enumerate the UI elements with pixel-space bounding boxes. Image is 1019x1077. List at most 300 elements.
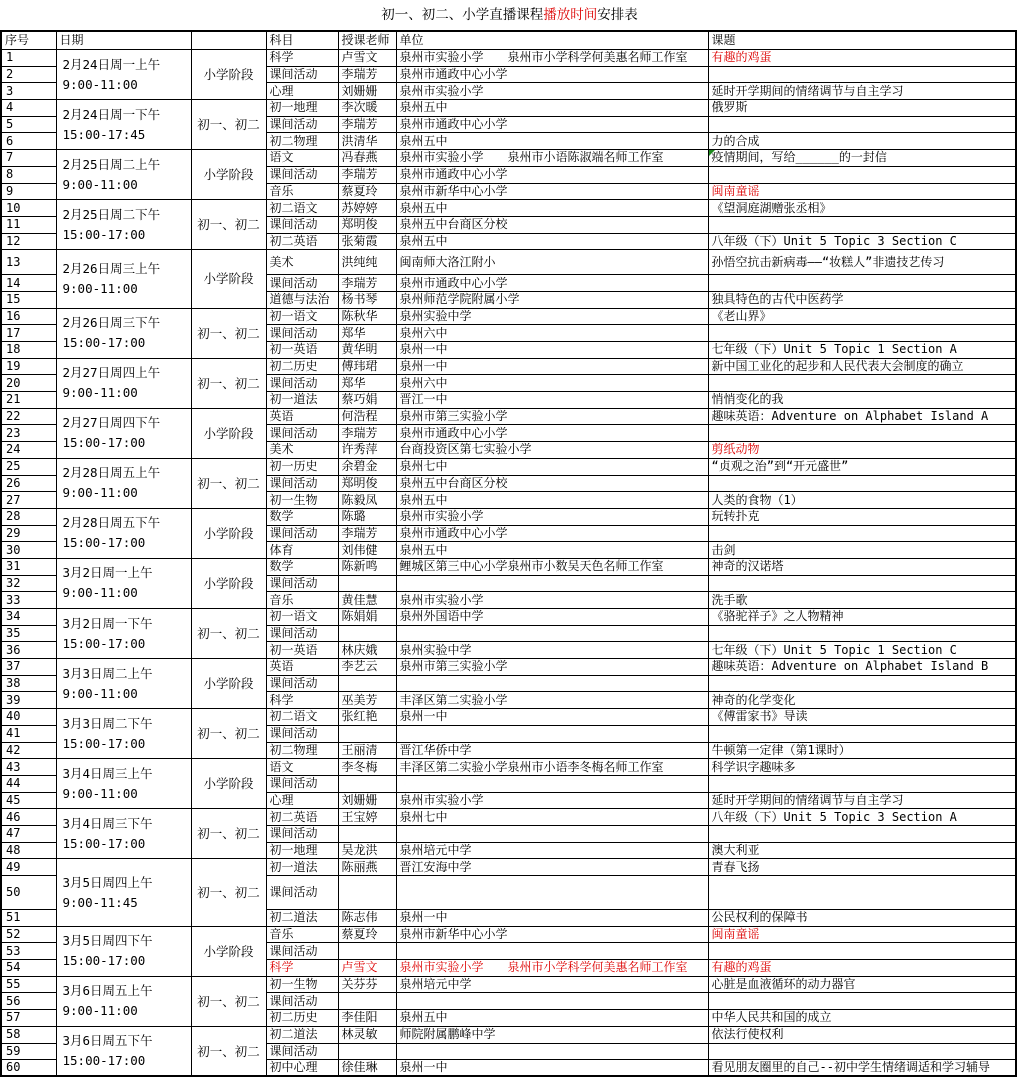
date-text: 2月27日周四上午 xyxy=(62,365,161,381)
row-no-cell: 43 xyxy=(1,759,56,776)
teacher-cell: 李瑞芳 xyxy=(338,66,396,83)
teacher-cell: 刘伟健 xyxy=(338,542,396,559)
time-text: 15:00-17:00 xyxy=(62,435,146,451)
row-no-cell: 50 xyxy=(1,876,56,910)
subject-cell: 课间活动 xyxy=(266,625,338,642)
date-cell xyxy=(56,358,191,408)
unit-cell: 泉州师范学院附属小学 xyxy=(396,291,708,308)
table-row xyxy=(1,150,1016,167)
date-text: 3月6日周五上午 xyxy=(62,983,153,999)
subject-cell: 数学 xyxy=(266,508,338,525)
subject-cell: 课间活动 xyxy=(266,525,338,542)
stage-cell: 初一、初二 xyxy=(191,809,266,859)
subject-cell: 课间活动 xyxy=(266,1043,338,1060)
unit-cell: 泉州市实验小学 泉州市小语陈淑端名师工作室 xyxy=(396,150,708,167)
topic-cell xyxy=(708,943,1016,960)
subject-cell: 英语 xyxy=(266,659,338,676)
teacher-cell: 李佳阳 xyxy=(338,1010,396,1027)
stage-cell: 初一、初二 xyxy=(191,358,266,408)
date-cell xyxy=(56,250,191,308)
teacher-cell xyxy=(338,625,396,642)
subject-cell: 初一道法 xyxy=(266,392,338,409)
subject-cell: 科学 xyxy=(266,50,338,67)
unit-cell xyxy=(396,725,708,742)
time-text: 9:00-11:00 xyxy=(62,385,138,401)
row-no-cell: 49 xyxy=(1,859,56,876)
topic-cell: 科学识字趣味多 xyxy=(708,759,1016,776)
table-row xyxy=(1,458,1016,475)
unit-cell: 丰泽区第二实验小学 xyxy=(396,692,708,709)
subject-cell: 课间活动 xyxy=(266,116,338,133)
teacher-cell xyxy=(338,993,396,1010)
topic-cell xyxy=(708,825,1016,842)
date-text: 3月5日周四上午 xyxy=(62,874,153,890)
date-cell xyxy=(56,859,191,926)
topic-cell xyxy=(708,675,1016,692)
subject-cell: 初一语文 xyxy=(266,609,338,626)
subject-cell: 初二物理 xyxy=(266,133,338,150)
unit-cell: 泉州市通政中心小学 xyxy=(396,275,708,292)
teacher-cell xyxy=(338,675,396,692)
topic-cell xyxy=(708,375,1016,392)
row-no-cell: 54 xyxy=(1,960,56,977)
teacher-cell: 李瑞芳 xyxy=(338,525,396,542)
subject-cell: 美术 xyxy=(266,442,338,459)
stage-cell: 初一、初二 xyxy=(191,709,266,759)
green-corner-marker-icon xyxy=(709,150,715,156)
date-cell xyxy=(56,508,191,558)
table-row xyxy=(1,709,1016,726)
teacher-cell: 王丽清 xyxy=(338,742,396,759)
row-no-cell: 58 xyxy=(1,1026,56,1043)
teacher-cell: 吴龙洪 xyxy=(338,842,396,859)
subject-cell: 课间活动 xyxy=(266,475,338,492)
topic-cell xyxy=(708,475,1016,492)
topic-cell: 有趣的鸡蛋 xyxy=(708,50,1016,67)
teacher-cell: 林庆娥 xyxy=(338,642,396,659)
teacher-cell: 李瑞芳 xyxy=(338,166,396,183)
row-no-cell: 6 xyxy=(1,133,56,150)
teacher-cell: 李瑞芳 xyxy=(338,275,396,292)
schedule-table xyxy=(0,30,1017,1077)
unit-cell xyxy=(396,775,708,792)
topic-cell: 悄悄变化的我 xyxy=(708,392,1016,409)
date-text: 3月3日周二上午 xyxy=(62,665,153,681)
date-text: 2月26日周三上午 xyxy=(62,260,161,276)
teacher-cell xyxy=(338,825,396,842)
header-unit: 单位 xyxy=(396,31,708,50)
subject-cell: 音乐 xyxy=(266,926,338,943)
unit-cell: 泉州一中 xyxy=(396,910,708,927)
header-subject: 科目 xyxy=(266,31,338,50)
subject-cell: 课间活动 xyxy=(266,375,338,392)
stage-cell: 初一、初二 xyxy=(191,976,266,1026)
unit-cell xyxy=(396,943,708,960)
subject-cell: 课间活动 xyxy=(266,425,338,442)
unit-cell: 泉州市实验小学 xyxy=(396,792,708,809)
unit-cell: 泉州市实验小学 xyxy=(396,83,708,100)
teacher-cell: 陈志伟 xyxy=(338,910,396,927)
table-row xyxy=(1,558,1016,575)
table-row xyxy=(1,809,1016,826)
teacher-cell: 王宝婷 xyxy=(338,809,396,826)
subject-cell: 初一语文 xyxy=(266,308,338,325)
topic-cell: 延时开学期间的情绪调节与自主学习 xyxy=(708,792,1016,809)
teacher-cell: 郑华 xyxy=(338,375,396,392)
teacher-cell: 张菊霞 xyxy=(338,233,396,250)
topic-cell: 看见朋友圈里的自己--初中学生情绪调适和学习辅导 xyxy=(708,1060,1016,1077)
date-cell xyxy=(56,709,191,759)
subject-cell: 课间活动 xyxy=(266,943,338,960)
stage-cell: 小学阶段 xyxy=(191,150,266,200)
unit-cell: 泉州五中台商区分校 xyxy=(396,475,708,492)
row-no-cell: 17 xyxy=(1,325,56,342)
topic-cell: 玩转扑克 xyxy=(708,508,1016,525)
table-row xyxy=(1,926,1016,943)
topic-cell xyxy=(708,575,1016,592)
date-cell xyxy=(56,150,191,200)
topic-cell: 新中国工业化的起步和人民代表大会制度的确立 xyxy=(708,358,1016,375)
row-no-cell: 23 xyxy=(1,425,56,442)
row-no-cell: 7 xyxy=(1,150,56,167)
teacher-cell: 洪纯纯 xyxy=(338,250,396,275)
stage-cell: 小学阶段 xyxy=(191,250,266,308)
topic-cell: 疫情期间，写给______的一封信 xyxy=(708,150,1016,167)
row-no-cell: 59 xyxy=(1,1043,56,1060)
row-no-cell: 15 xyxy=(1,291,56,308)
teacher-cell: 苏婷婷 xyxy=(338,200,396,217)
teacher-cell: 张红艳 xyxy=(338,709,396,726)
date-text: 2月28日周五上午 xyxy=(62,465,161,481)
row-no-cell: 29 xyxy=(1,525,56,542)
unit-cell: 师院附属鹏峰中学 xyxy=(396,1026,708,1043)
unit-cell: 晋江一中 xyxy=(396,392,708,409)
teacher-cell xyxy=(338,725,396,742)
topic-cell: 七年级（下）Unit 5 Topic 1 Section C xyxy=(708,642,1016,659)
topic-cell xyxy=(708,525,1016,542)
row-no-cell: 37 xyxy=(1,659,56,676)
row-no-cell: 24 xyxy=(1,442,56,459)
subject-cell: 课间活动 xyxy=(266,675,338,692)
topic-cell: 孙悟空抗击新病毒——“妆糕人”非遗技艺传习 xyxy=(708,250,1016,275)
subject-cell: 数学 xyxy=(266,558,338,575)
teacher-cell: 卢雪文 xyxy=(338,960,396,977)
teacher-cell: 蔡巧娟 xyxy=(338,392,396,409)
topic-cell: 神奇的汉诺塔 xyxy=(708,558,1016,575)
row-no-cell: 44 xyxy=(1,775,56,792)
time-text: 15:00-17:00 xyxy=(62,1053,146,1069)
topic-cell: 独具特色的古代中医药学 xyxy=(708,291,1016,308)
subject-cell: 初二历史 xyxy=(266,358,338,375)
date-cell xyxy=(56,308,191,358)
row-no-cell: 34 xyxy=(1,609,56,626)
time-text: 15:00-17:00 xyxy=(62,735,146,751)
topic-cell: 神奇的化学变化 xyxy=(708,692,1016,709)
row-no-cell: 9 xyxy=(1,183,56,200)
row-no-cell: 42 xyxy=(1,742,56,759)
unit-cell: 泉州市通政中心小学 xyxy=(396,425,708,442)
row-no-cell: 25 xyxy=(1,458,56,475)
subject-cell: 初二英语 xyxy=(266,809,338,826)
unit-cell: 台商投资区第七实验小学 xyxy=(396,442,708,459)
subject-cell: 初一历史 xyxy=(266,458,338,475)
topic-cell: 闽南童谣 xyxy=(708,926,1016,943)
date-text: 2月28日周五下午 xyxy=(62,515,161,531)
unit-cell: 泉州六中 xyxy=(396,375,708,392)
unit-cell: 泉州五中 xyxy=(396,542,708,559)
teacher-cell: 洪清华 xyxy=(338,133,396,150)
date-text: 2月27日周四下午 xyxy=(62,415,161,431)
subject-cell: 课间活动 xyxy=(266,775,338,792)
topic-cell: 《望洞庭湖赠张丞相》 xyxy=(708,200,1016,217)
time-text: 9:00-11:00 xyxy=(62,485,138,501)
unit-cell: 泉州市通政中心小学 xyxy=(396,166,708,183)
unit-cell: 泉州市新华中心小学 xyxy=(396,926,708,943)
time-text: 9:00-11:00 xyxy=(62,280,138,296)
schedule-table-body xyxy=(1,50,1016,1077)
date-text: 2月26日周三下午 xyxy=(62,315,161,331)
teacher-cell: 李艺云 xyxy=(338,659,396,676)
subject-cell: 初二道法 xyxy=(266,910,338,927)
stage-cell: 小学阶段 xyxy=(191,926,266,976)
date-cell xyxy=(56,809,191,859)
row-no-cell: 11 xyxy=(1,216,56,233)
table-row xyxy=(1,976,1016,993)
teacher-cell: 蔡夏玲 xyxy=(338,926,396,943)
stage-cell: 小学阶段 xyxy=(191,759,266,809)
stage-cell: 初一、初二 xyxy=(191,859,266,926)
row-no-cell: 52 xyxy=(1,926,56,943)
unit-cell: 泉州七中 xyxy=(396,458,708,475)
date-cell xyxy=(56,200,191,250)
time-text: 9:00-11:00 xyxy=(62,585,138,601)
teacher-cell: 陈娟娟 xyxy=(338,609,396,626)
subject-cell: 心理 xyxy=(266,83,338,100)
subject-cell: 课间活动 xyxy=(266,166,338,183)
subject-cell: 初一地理 xyxy=(266,842,338,859)
subject-cell: 课间活动 xyxy=(266,825,338,842)
header-teacher: 授课老师 xyxy=(338,31,396,50)
date-text: 2月25日周二上午 xyxy=(62,156,161,172)
unit-cell: 泉州五中台商区分校 xyxy=(396,216,708,233)
unit-cell xyxy=(396,575,708,592)
unit-cell: 泉州六中 xyxy=(396,325,708,342)
unit-cell xyxy=(396,876,708,910)
subject-cell: 课间活动 xyxy=(266,275,338,292)
subject-cell: 初中心理 xyxy=(266,1060,338,1077)
table-header-row xyxy=(1,31,1016,50)
teacher-cell xyxy=(338,575,396,592)
row-no-cell: 5 xyxy=(1,116,56,133)
row-no-cell: 38 xyxy=(1,675,56,692)
stage-cell: 初一、初二 xyxy=(191,1026,266,1076)
subject-cell: 音乐 xyxy=(266,183,338,200)
stage-cell: 小学阶段 xyxy=(191,558,266,608)
page-title xyxy=(0,0,1019,30)
subject-cell: 初二语文 xyxy=(266,709,338,726)
stage-cell: 小学阶段 xyxy=(191,408,266,458)
date-cell xyxy=(56,50,191,100)
date-text: 3月2日周一上午 xyxy=(62,565,153,581)
unit-cell: 泉州五中 xyxy=(396,200,708,217)
teacher-cell: 杨书琴 xyxy=(338,291,396,308)
time-text: 15:00-17:00 xyxy=(62,335,146,351)
header-date: 日期 xyxy=(56,31,191,50)
row-no-cell: 16 xyxy=(1,308,56,325)
stage-cell: 小学阶段 xyxy=(191,659,266,709)
unit-cell: 泉州实验中学 xyxy=(396,642,708,659)
unit-cell: 泉州培元中学 xyxy=(396,976,708,993)
time-text: 9:00-11:45 xyxy=(62,894,138,910)
teacher-cell: 陈毅凤 xyxy=(338,492,396,509)
row-no-cell: 2 xyxy=(1,66,56,83)
topic-cell: 牛顿第一定律（第1课时） xyxy=(708,742,1016,759)
date-text: 2月25日周二下午 xyxy=(62,206,161,222)
topic-cell: “贞观之治”到“开元盛世” xyxy=(708,458,1016,475)
date-cell xyxy=(56,1026,191,1076)
unit-cell: 泉州五中 xyxy=(396,133,708,150)
topic-cell: 洗手歌 xyxy=(708,592,1016,609)
row-no-cell: 60 xyxy=(1,1060,56,1077)
time-text: 9:00-11:00 xyxy=(62,685,138,701)
stage-cell: 初一、初二 xyxy=(191,609,266,659)
unit-cell: 泉州市实验小学 xyxy=(396,508,708,525)
subject-cell: 课间活动 xyxy=(266,325,338,342)
row-no-cell: 27 xyxy=(1,492,56,509)
date-cell xyxy=(56,100,191,150)
row-no-cell: 18 xyxy=(1,342,56,359)
time-text: 9:00-11:00 xyxy=(62,76,138,92)
teacher-cell: 黄华明 xyxy=(338,342,396,359)
topic-cell xyxy=(708,325,1016,342)
topic-cell: 心脏是血液循环的动力器官 xyxy=(708,976,1016,993)
subject-cell: 初一英语 xyxy=(266,642,338,659)
subject-cell: 课间活动 xyxy=(266,725,338,742)
topic-cell xyxy=(708,1043,1016,1060)
row-no-cell: 14 xyxy=(1,275,56,292)
teacher-cell: 何浩程 xyxy=(338,408,396,425)
topic-cell xyxy=(708,775,1016,792)
unit-cell: 泉州五中 xyxy=(396,100,708,117)
stage-cell: 小学阶段 xyxy=(191,508,266,558)
subject-cell: 初二语文 xyxy=(266,200,338,217)
unit-cell xyxy=(396,1043,708,1060)
unit-cell: 泉州市实验小学 泉州市小学科学何美惠名师工作室 xyxy=(396,960,708,977)
unit-cell: 泉州市实验小学 泉州市小学科学何美惠名师工作室 xyxy=(396,50,708,67)
table-row xyxy=(1,1026,1016,1043)
stage-cell: 初一、初二 xyxy=(191,200,266,250)
teacher-cell: 郑明俊 xyxy=(338,475,396,492)
unit-cell: 泉州七中 xyxy=(396,809,708,826)
unit-cell: 泉州市新华中心小学 xyxy=(396,183,708,200)
teacher-cell: 李冬梅 xyxy=(338,759,396,776)
topic-cell: 力的合成 xyxy=(708,133,1016,150)
row-no-cell: 21 xyxy=(1,392,56,409)
time-text: 9:00-11:00 xyxy=(62,1003,138,1019)
subject-cell: 初一生物 xyxy=(266,492,338,509)
teacher-cell: 李次暖 xyxy=(338,100,396,117)
row-no-cell: 31 xyxy=(1,558,56,575)
unit-cell: 闽南师大洛江附小 xyxy=(396,250,708,275)
date-cell xyxy=(56,458,191,508)
teacher-cell: 蔡夏玲 xyxy=(338,183,396,200)
topic-cell: 八年级（下）Unit 5 Topic 3 Section C xyxy=(708,233,1016,250)
teacher-cell: 郑明俊 xyxy=(338,216,396,233)
unit-cell: 泉州五中 xyxy=(396,1010,708,1027)
unit-cell: 泉州市第三实验小学 xyxy=(396,659,708,676)
topic-cell: 剪纸动物 xyxy=(708,442,1016,459)
time-text: 9:00-11:00 xyxy=(62,785,138,801)
row-no-cell: 13 xyxy=(1,250,56,275)
row-no-cell: 51 xyxy=(1,910,56,927)
teacher-cell: 郑华 xyxy=(338,325,396,342)
time-text: 15:00-17:45 xyxy=(62,126,146,142)
row-no-cell: 32 xyxy=(1,575,56,592)
date-cell xyxy=(56,659,191,709)
subject-cell: 课间活动 xyxy=(266,216,338,233)
stage-cell: 初一、初二 xyxy=(191,308,266,358)
row-no-cell: 48 xyxy=(1,842,56,859)
unit-cell: 泉州五中 xyxy=(396,233,708,250)
title-highlight: 播放时间 xyxy=(543,7,598,23)
date-cell xyxy=(56,558,191,608)
topic-cell: 八年级（下）Unit 5 Topic 3 Section A xyxy=(708,809,1016,826)
row-no-cell: 12 xyxy=(1,233,56,250)
teacher-cell xyxy=(338,943,396,960)
topic-cell xyxy=(708,876,1016,910)
subject-cell: 初一生物 xyxy=(266,976,338,993)
subject-cell: 美术 xyxy=(266,250,338,275)
topic-cell xyxy=(708,725,1016,742)
teacher-cell: 陈璐 xyxy=(338,508,396,525)
teacher-cell: 徐佳琳 xyxy=(338,1060,396,1077)
subject-cell: 体育 xyxy=(266,542,338,559)
subject-cell: 初二英语 xyxy=(266,233,338,250)
teacher-cell: 巫美芳 xyxy=(338,692,396,709)
teacher-cell: 刘姗姗 xyxy=(338,83,396,100)
unit-cell: 泉州五中 xyxy=(396,492,708,509)
row-no-cell: 10 xyxy=(1,200,56,217)
date-cell xyxy=(56,408,191,458)
unit-cell: 泉州一中 xyxy=(396,709,708,726)
unit-cell: 泉州实验中学 xyxy=(396,308,708,325)
row-no-cell: 40 xyxy=(1,709,56,726)
date-text: 3月5日周四下午 xyxy=(62,933,153,949)
time-text: 15:00-17:00 xyxy=(62,226,146,242)
subject-cell: 初一道法 xyxy=(266,859,338,876)
unit-cell: 泉州市通政中心小学 xyxy=(396,66,708,83)
teacher-cell xyxy=(338,1043,396,1060)
row-no-cell: 36 xyxy=(1,642,56,659)
subject-cell: 课间活动 xyxy=(266,993,338,1010)
unit-cell xyxy=(396,825,708,842)
stage-cell: 小学阶段 xyxy=(191,50,266,100)
unit-cell: 泉州市通政中心小学 xyxy=(396,525,708,542)
unit-cell: 泉州一中 xyxy=(396,342,708,359)
unit-cell xyxy=(396,675,708,692)
date-cell xyxy=(56,759,191,809)
topic-cell: 中华人民共和国的成立 xyxy=(708,1010,1016,1027)
subject-cell: 初二历史 xyxy=(266,1010,338,1027)
table-row xyxy=(1,50,1016,67)
date-cell xyxy=(56,976,191,1026)
row-no-cell: 26 xyxy=(1,475,56,492)
row-no-cell: 39 xyxy=(1,692,56,709)
title-suffix: 安排表 xyxy=(597,7,638,23)
unit-cell: 泉州一中 xyxy=(396,358,708,375)
subject-cell: 课间活动 xyxy=(266,66,338,83)
subject-cell: 课间活动 xyxy=(266,575,338,592)
